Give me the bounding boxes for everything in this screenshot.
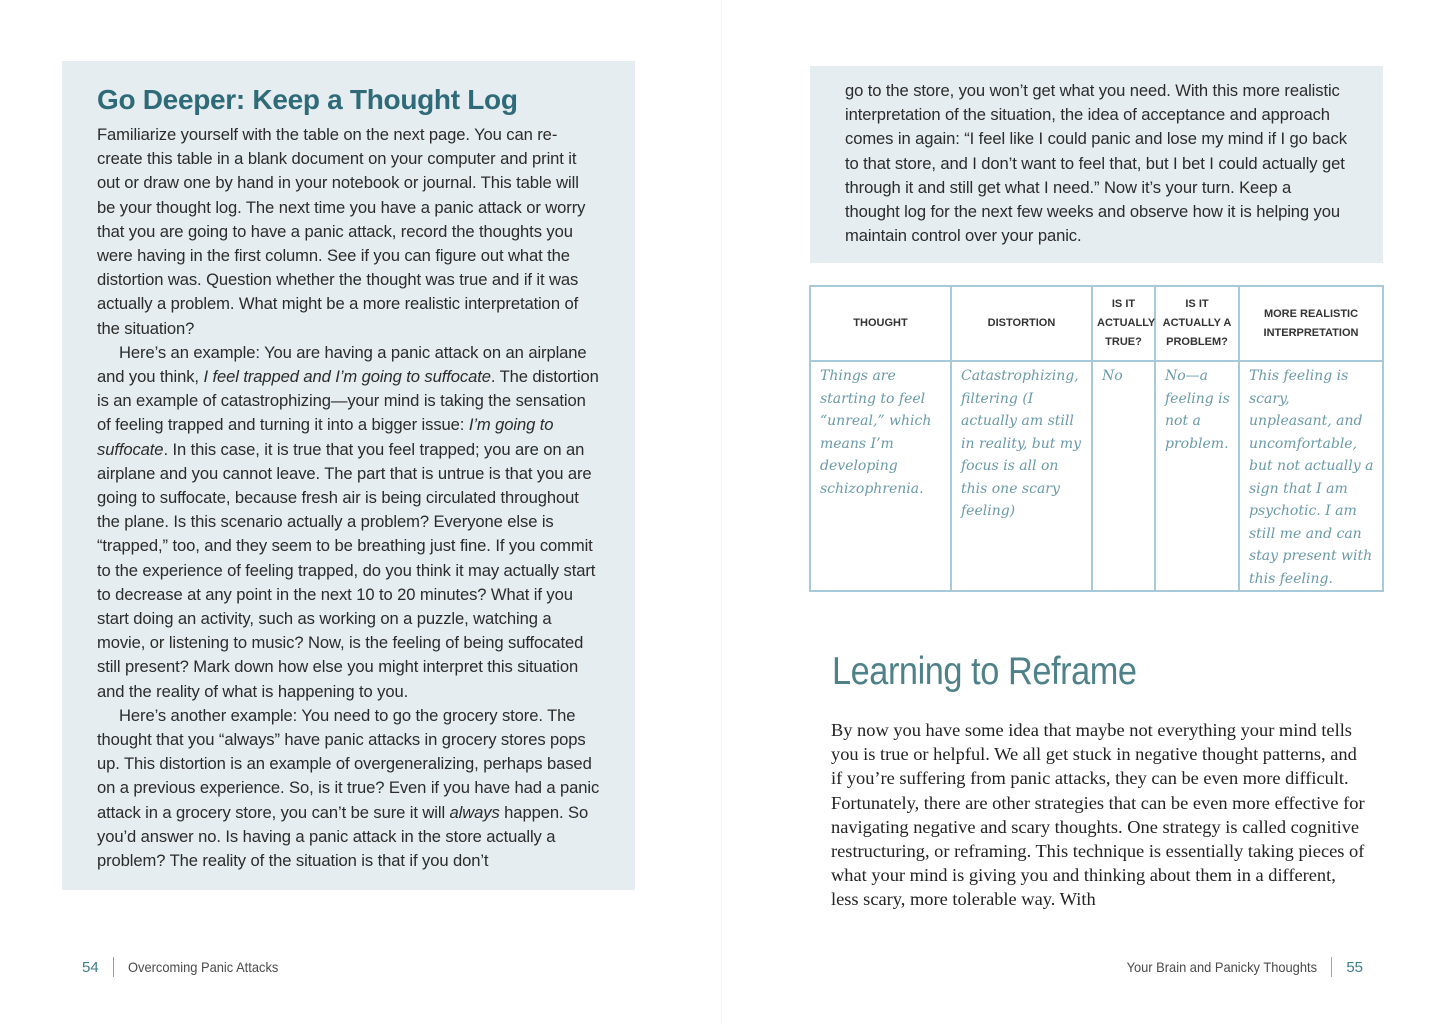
cell-interpretation: This feeling is scary, unpleasant, and uncomfortable, but not actually a sign that I am psychotic. I am still me and can stay present with this feeling.: [1239, 361, 1383, 591]
footer-divider: [113, 957, 114, 977]
go-deeper-sidebar: [62, 61, 635, 890]
page-number: 54: [82, 958, 99, 976]
header-distortion: DISTORTION: [951, 286, 1092, 361]
header-thought: THOUGHT: [810, 286, 951, 361]
right-footer: [1110, 957, 1363, 977]
thought-log-table: [809, 285, 1384, 592]
cell-problem: No—a feeling is not a problem.: [1155, 361, 1239, 591]
running-title: Overcoming Panic Attacks: [127, 959, 279, 975]
left-page: [0, 0, 722, 1024]
footer-divider: [1331, 957, 1332, 977]
body-paragraph: By now you have some idea that maybe not everything your mind tells you is true or helpful. We all get stuck in negative thought patterns, and if you’re suffering from panic attacks, they can be even more difficult. Fortunately, there are other strategies that can be even more effective for navigating negative and scary thoughts. One strategy is called cognitive restructuring, or reframing. This technique is essentially taking pieces of what your mind is giving you and thinking about them in a different, less scary, more tolerable way. With: [831, 720, 1365, 910]
cell-distortion: Catastrophizing, filtering (I actually am still in reality, but my focus is all on this one scary feeling): [951, 361, 1092, 591]
table-header-row: [810, 286, 1383, 361]
right-page: [722, 0, 1445, 1024]
sidebar-paragraph-1: Familiarize yourself with the table on the next page. You can re-create this table in a blank document on your computer and print it out or draw one by hand in your notebook or journal. This table will be your thought log. The next time you have a panic attack or worry that you are going to have a panic attack, record the thoughts you were having in the first column. See if you can figure out what the distortion was. Question whether the thought was true and if it was actually a problem. What might be a more realistic interpretation of the situation?: [97, 125, 586, 338]
left-footer: [82, 957, 291, 977]
table-row: [810, 361, 1383, 591]
section-heading: Learning to Reframe: [832, 650, 1137, 693]
go-deeper-sidebar-continued: [810, 66, 1383, 263]
running-title: Your Brain and Panicky Thoughts: [1126, 959, 1318, 975]
cell-true: No: [1092, 361, 1155, 591]
sidebar-continuation: go to the store, you won’t get what you need. With this more realistic interpretation of the situation, the idea of acceptance and approach comes in again: “I feel like I could panic and lose my mind if I go back to that store, and I don’t want to feel that, but I bet I could actually get through it and still get what I need.” Now it’s your turn. Keep a thought log for the next few weeks and observe how it is helping you maintain control over your panic.: [845, 81, 1347, 246]
page-number: 55: [1346, 958, 1363, 976]
sidebar-paragraph-3: Here’s another example: You need to go the grocery store. The thought that you “always” have panic attacks in grocery stores pops up. This distortion is an example of overgeneralizing, perhaps based on a previous experience. So, is it true? Even if you have had a panic attack in a grocery store, you can’t be sure it will always happen. So you’d answer no. Is having a panic attack in the store actually a problem? The reality of the situation is that if you don’t: [97, 705, 600, 871]
cell-thought: Things are starting to feel “unreal,” which means I’m developing schizophrenia.: [810, 361, 951, 591]
header-is-it-true: IS IT ACTUALLY TRUE?: [1092, 286, 1155, 361]
sidebar-title: Go Deeper: Keep a Thought Log: [97, 84, 518, 115]
header-is-it-a-problem: IS IT ACTUALLY A PROBLEM?: [1155, 286, 1239, 361]
sidebar-paragraph-2: Here’s an example: You are having a panic attack on an airplane and you think, I feel trapped and I’m going to suffocate. The distortion is an example of catastrophizing—your mind is taking the sensation of feeling trapped and turning it into a bigger issue: I’m going to suffocate. In this case, it is true that you feel trapped; you are on an airplane and you cannot leave. The part that is untrue is that you are going to suffocate, because fresh air is being circulated throughout the plane. Is this scenario actually a problem? Everyone else is “trapped,” too, and they seem to be breathing just fine. If you commit to the experience of feeling trapped, do you think it may actually start to decrease at any point in the next 10 to 20 minutes? What if you start doing an activity, such as working on a puzzle, watching a movie, or listening to music? Now, is the feeling of being suffocated still present? Mark down how else you might interpret this situation and the reality of what is happening to you.: [97, 342, 599, 701]
header-realistic-interpretation: MORE REALISTIC INTERPRETATION: [1239, 286, 1383, 361]
